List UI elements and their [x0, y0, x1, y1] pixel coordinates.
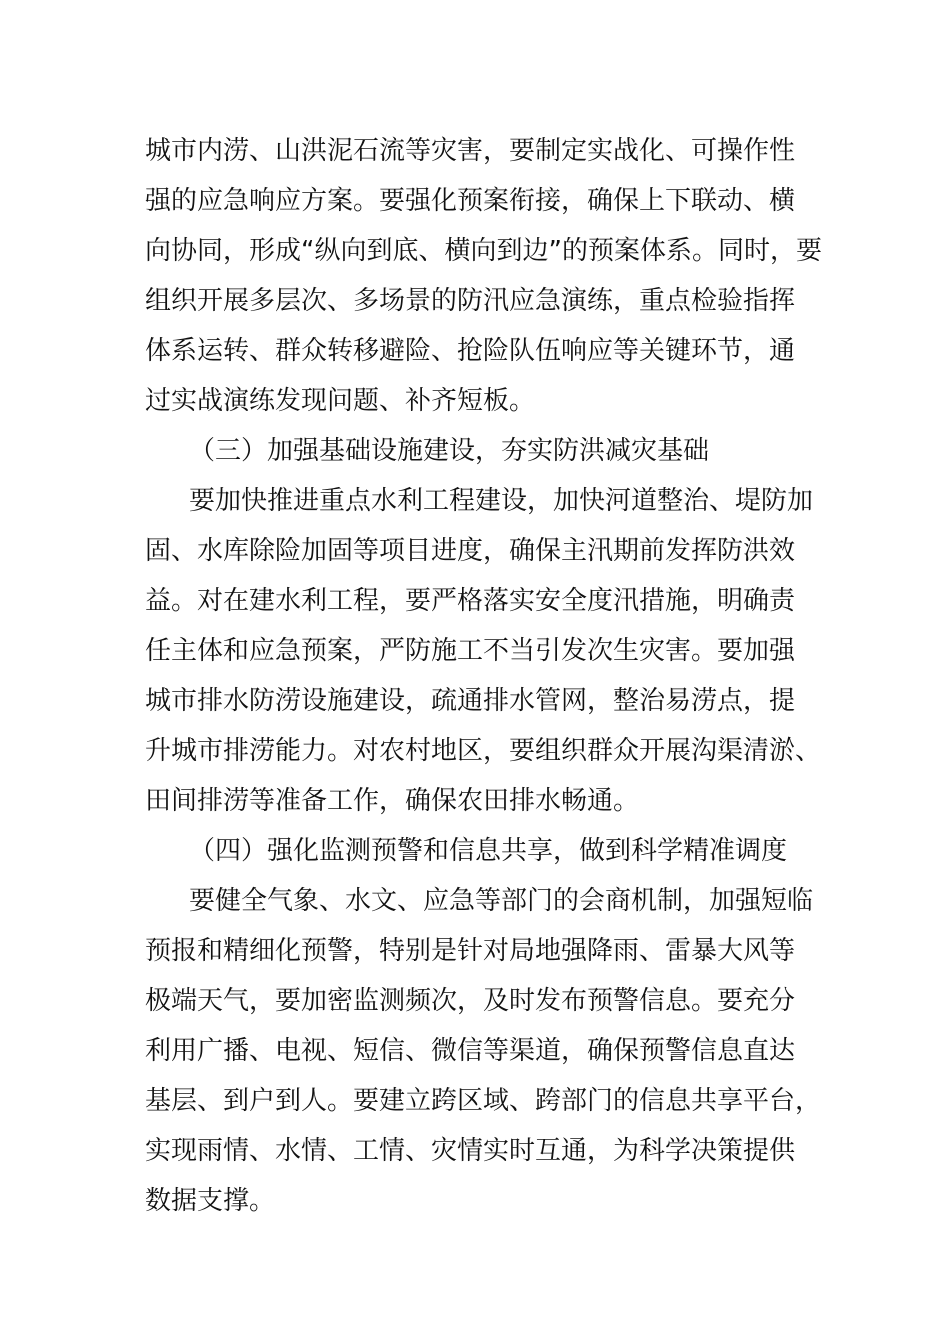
paragraph-line: 极端天气，要加密监测频次，及时发布预警信息。要充分: [145, 986, 796, 1016]
paragraph-line: 实现雨情、水情、工情、灾情实时互通，为科学决策提供: [145, 1136, 796, 1166]
paragraph-line: 任主体和应急预案，严防施工不当引发次生灾害。要加强: [145, 636, 796, 666]
paragraph-line: 组织开展多层次、多场景的防汛应急演练，重点检验指挥: [145, 286, 796, 316]
paragraph-line: 要加快推进重点水利工程建设，加快河道整治、堤防加: [189, 486, 814, 516]
paragraph-line: 城市内涝、山洪泥石流等灾害，要制定实战化、可操作性: [145, 136, 796, 166]
paragraph-line: 益。对在建水利工程，要严格落实安全度汛措施，明确责: [145, 586, 796, 616]
paragraph-line: 数据支撑。: [145, 1186, 276, 1216]
paragraph-line: 过实战演练发现问题、补齐短板。: [145, 386, 536, 416]
paragraph-line: 基层、到户到人。要建立跨区域、跨部门的信息共享平台，: [145, 1086, 822, 1116]
paragraph-line: 要健全气象、水文、应急等部门的会商机制，加强短临: [189, 886, 814, 916]
section-heading-3: （三）加强基础设施建设，夯实防洪减灾基础: [189, 436, 710, 466]
document-body: [145, 126, 822, 1226]
paragraph-line: 向协同，形成“纵向到底、横向到边”的预案体系。同时，要: [145, 236, 822, 266]
paragraph-line: 体系运转、群众转移避险、抢险队伍响应等关键环节，通: [145, 336, 796, 366]
paragraph-line: 升城市排涝能力。对农村地区，要组织群众开展沟渠清淤、: [145, 736, 822, 766]
paragraph-line: 强的应急响应方案。要强化预案衔接，确保上下联动、横: [145, 186, 796, 216]
section-heading-4: （四）强化监测预警和信息共享，做到科学精准调度: [189, 836, 788, 866]
paragraph-line: 城市排水防涝设施建设，疏通排水管网，整治易涝点，提: [145, 686, 796, 716]
paragraph-line: 预报和精细化预警，特别是针对局地强降雨、雷暴大风等: [145, 936, 796, 966]
paragraph-line: 固、水库除险加固等项目进度，确保主汛期前发挥防洪效: [145, 536, 796, 566]
paragraph-line: 利用广播、电视、短信、微信等渠道，确保预警信息直达: [145, 1036, 796, 1066]
paragraph-line: 田间排涝等准备工作，确保农田排水畅通。: [145, 786, 640, 816]
